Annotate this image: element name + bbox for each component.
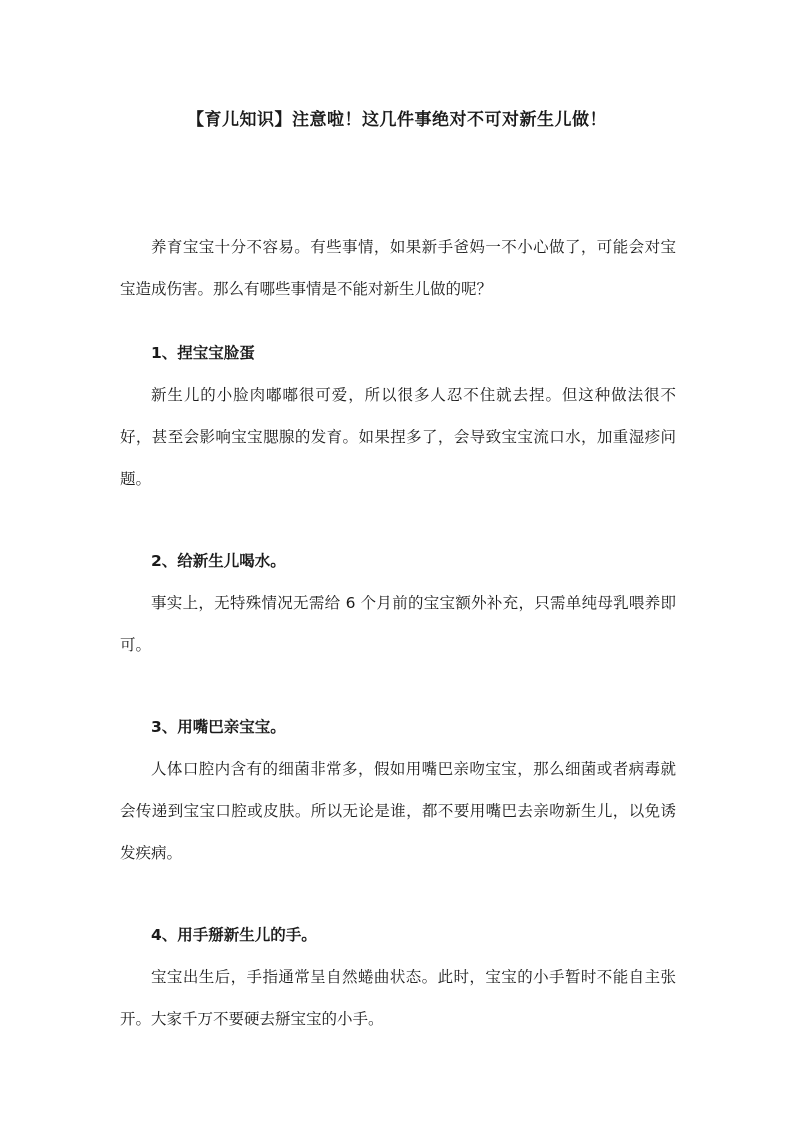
section-1 bbox=[120, 332, 676, 500]
section-heading: 3、用嘴巴亲宝宝。 bbox=[151, 718, 286, 736]
document-body bbox=[120, 226, 676, 1040]
section-4 bbox=[120, 914, 676, 1040]
section-3 bbox=[120, 706, 676, 874]
section-body: 人体口腔内含有的细菌非常多，假如用嘴巴亲吻宝宝，那么细菌或者病毒就会传递到宝宝口腔或皮肤。所以无论是谁，都不要用嘴巴去亲吻新生儿，以免诱发疾病。 bbox=[120, 760, 676, 862]
section-body: 事实上，无特殊情况无需给 6 个月前的宝宝额外补充，只需单纯母乳喂养即可。 bbox=[120, 594, 676, 654]
section-heading: 2、给新生儿喝水。 bbox=[151, 552, 286, 570]
document-title: 【育儿知识】注意啦！这几件事绝对不可对新生儿做！ bbox=[187, 110, 607, 130]
section-body: 新生儿的小脸肉嘟嘟很可爱，所以很多人忍不住就去捏。但这种做法很不好，甚至会影响宝宝腮腺的发育。如果捏多了，会导致宝宝流口水，加重湿疹问题。 bbox=[120, 386, 676, 488]
section-body: 宝宝出生后，手指通常呈自然蜷曲状态。此时，宝宝的小手暂时不能自主张开。大家千万不要硬去掰宝宝的小手。 bbox=[120, 968, 676, 1028]
intro-paragraph: 养育宝宝十分不容易。有些事情，如果新手爸妈一不小心做了，可能会对宝宝造成伤害。那么有哪些事情是不能对新生儿做的呢？ bbox=[120, 238, 676, 298]
section-2 bbox=[120, 540, 676, 666]
section-heading: 1、捏宝宝脸蛋 bbox=[151, 344, 255, 362]
section-heading: 4、用手掰新生儿的手。 bbox=[151, 926, 317, 944]
